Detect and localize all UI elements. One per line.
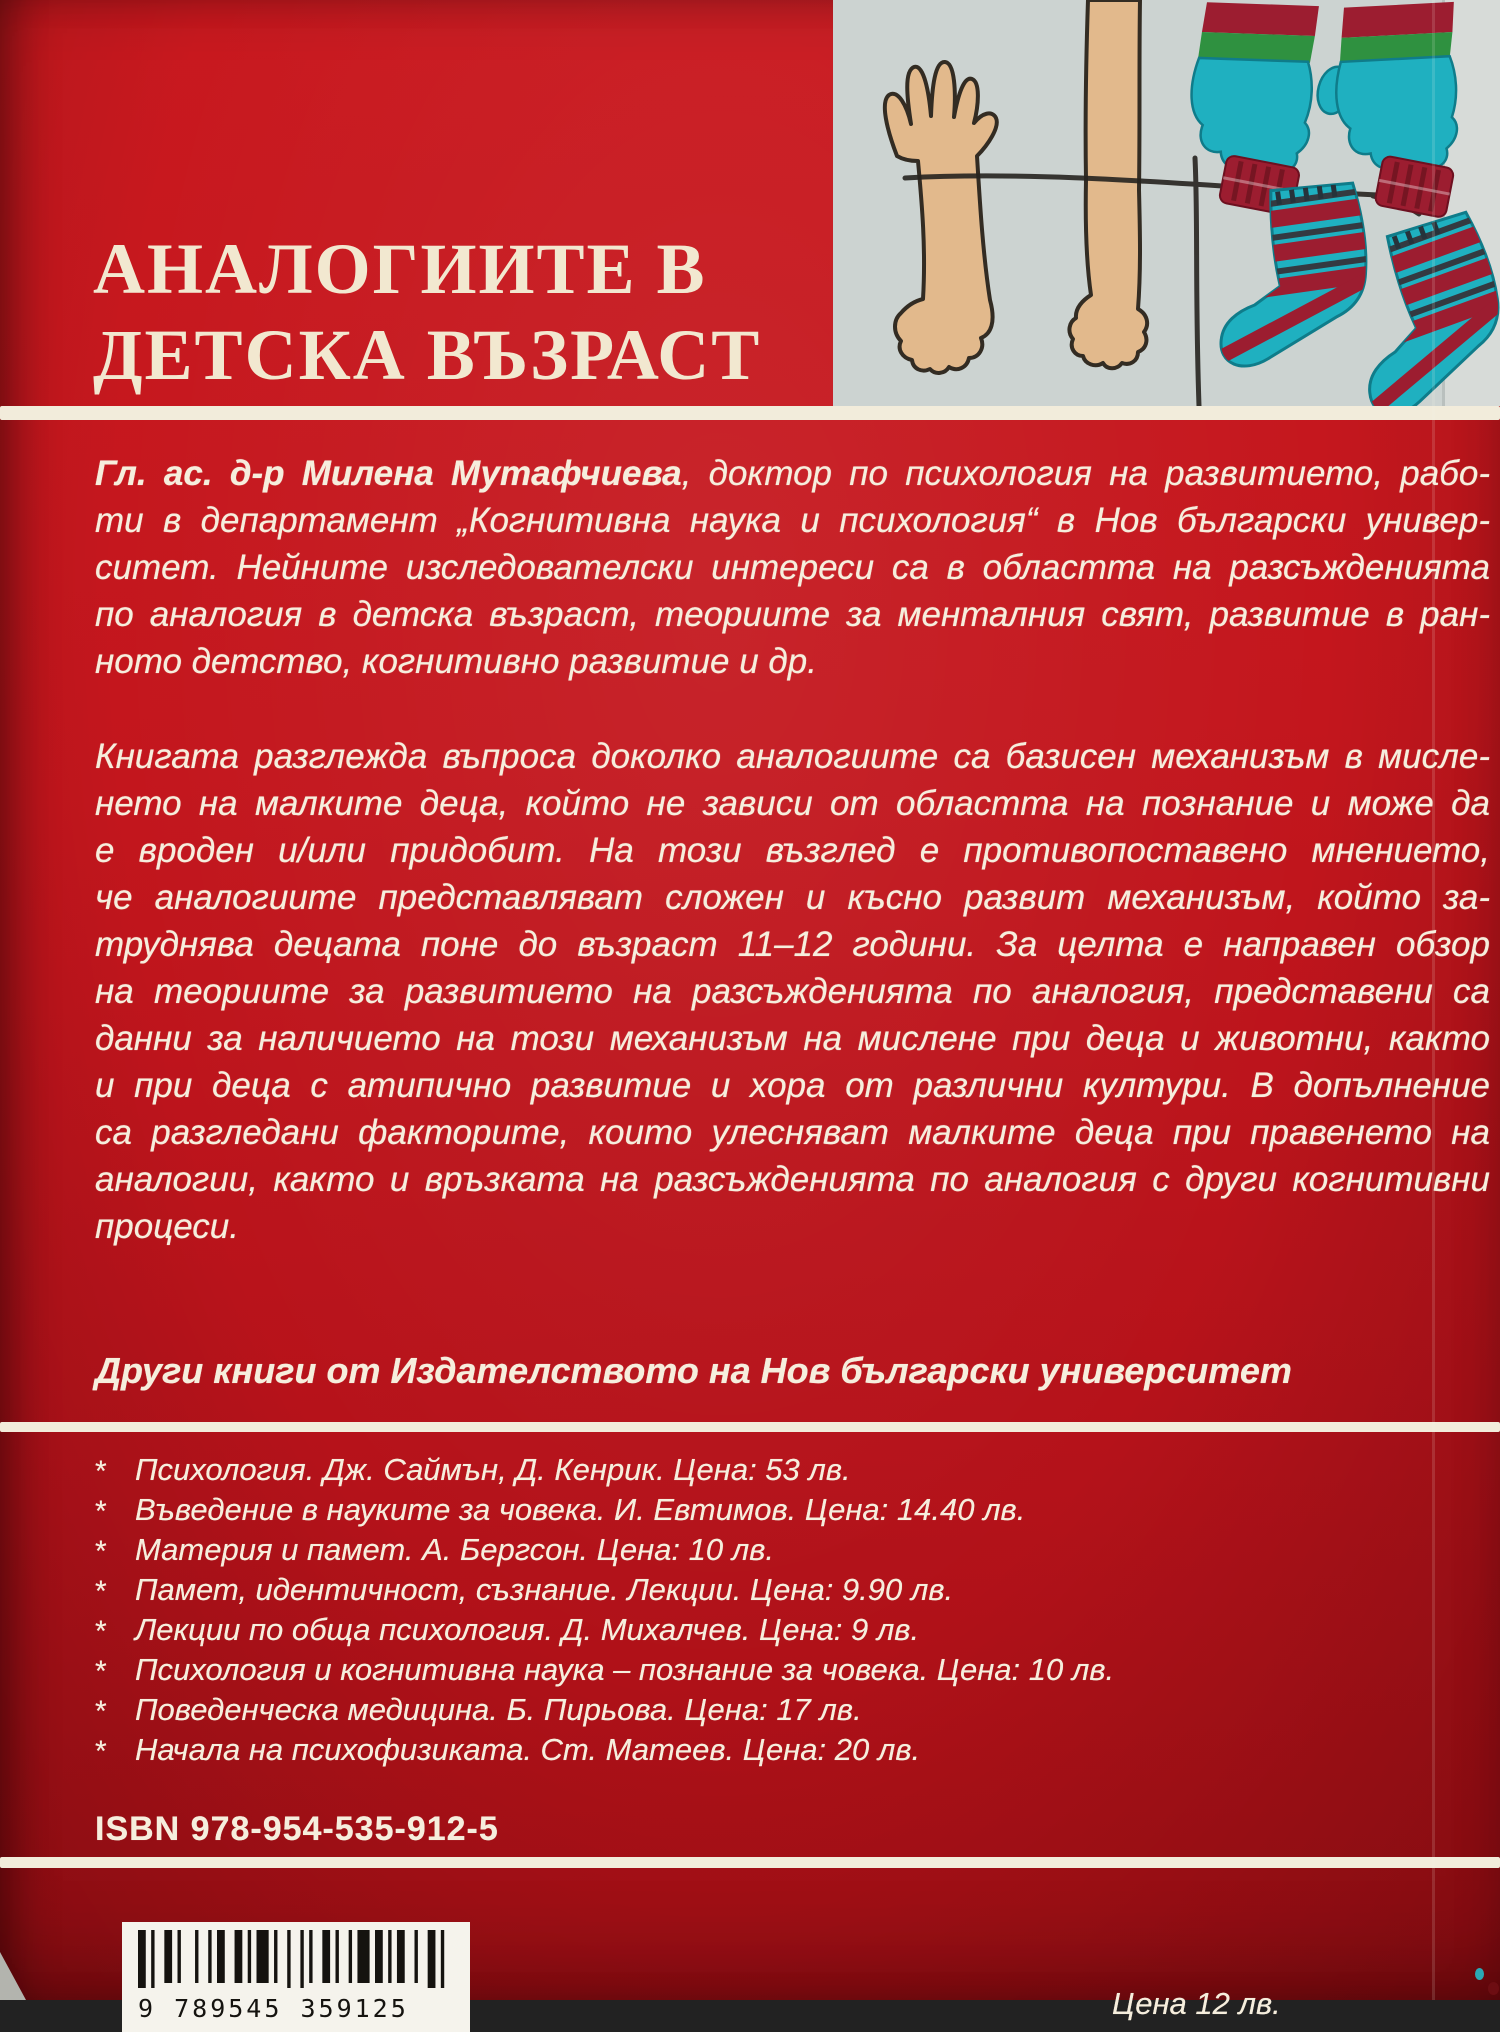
synopsis-line: и при деца с атипично развитие и хора от различни култури. В допълнение (95, 1066, 1490, 1105)
book-list-item (95, 1572, 1355, 1612)
divider-rule-bottom (0, 1857, 1500, 1868)
divider-rule-middle (0, 1422, 1500, 1432)
barcode-bars (138, 1930, 454, 1988)
synopsis-line: аналогии, както и връзката на разсъжденията по аналогия с други когнитивни (95, 1160, 1490, 1199)
book-title-line1: АНАЛОГИИТЕ В (93, 229, 707, 309)
book-item-text: Материя и памет. А. Бергсон. Цена: 10 лв. (135, 1532, 775, 1567)
synopsis-line: данни за наличието на този механизъм на мислене при деца и животни, както (95, 1019, 1490, 1058)
asterisk-bullet: * (95, 1695, 107, 1728)
book-title (93, 226, 853, 398)
book-item-text: Психология. Дж. Саймън, Д. Кенрик. Цена: 53 лв. (135, 1452, 851, 1487)
asterisk-bullet: * (95, 1535, 107, 1568)
barcode (122, 1922, 470, 2032)
synopsis-line: на теориите за развитието на разсъжденията по аналогия, представени са (95, 972, 1490, 1011)
asterisk-bullet: * (95, 1615, 107, 1648)
child-drawing-svg (833, 0, 1500, 406)
bio-line: ното детство, когнитивно развитие и др. (95, 642, 817, 681)
book-title-line2: ДЕТСКА ВЪЗРАСТ (93, 315, 762, 395)
author-bio-paragraph (95, 450, 1490, 685)
book-list-item (95, 1612, 1355, 1652)
synopsis-line: процеси. (95, 1207, 239, 1246)
asterisk-bullet: * (95, 1495, 107, 1528)
book-list-item (95, 1652, 1355, 1692)
asterisk-bullet: * (95, 1455, 107, 1488)
price-text-partial: Цена 12 лв. (1112, 1986, 1281, 2021)
book-item-text: Въведение в науките за човека. И. Евтимов. Цена: 14.40 лв. (135, 1492, 1026, 1527)
asterisk-bullet: * (95, 1575, 107, 1608)
book-item-text: Лекции по обща психология. Д. Михалчев. Цена: 9 лв. (135, 1612, 920, 1647)
synopsis-line: е вроден и/или придобит. На този възглед е противопоставено мнението, (95, 831, 1490, 870)
asterisk-bullet: * (95, 1655, 107, 1688)
cover-edge-seam (1432, 0, 1435, 2000)
synopsis-line: че аналогиите представляват сложен и късно развит механизъм, който за- (95, 878, 1490, 917)
other-books-heading: Други книги от Издателството на Нов български университет (95, 1350, 1292, 1391)
bio-line: ти в департамент „Когнитивна наука и психология“ в Нов български универ- (95, 501, 1490, 540)
synopsis-line: са разгледани факторите, които улесняват малките деца при правенето на (95, 1113, 1490, 1152)
book-list-item (95, 1492, 1355, 1532)
synopsis-paragraph (95, 733, 1490, 1250)
divider-rule-top (0, 406, 1500, 420)
book-item-text: Начала на психофизиката. Ст. Матеев. Цена: 20 лв. (135, 1732, 921, 1767)
book-list-item (95, 1732, 1355, 1772)
barcode-digits: 9 789545 359125 (138, 1994, 409, 2023)
red-speck (1488, 1982, 1499, 1995)
book-list-item (95, 1692, 1355, 1732)
book-item-text: Психология и когнитивна наука – познание за човека. Цена: 10 лв. (135, 1652, 1115, 1687)
bio-line: ситет. Нейните изследователски интереси са в областта на разсъжденията (95, 548, 1490, 587)
book-item-text: Памет, идентичност, съзнание. Лекции. Цена: 9.90 лв. (135, 1572, 954, 1607)
teal-speck (1475, 1968, 1484, 1980)
bio-line1-rest: , доктор по психология на развитието, рабо- (681, 454, 1490, 493)
book-list-item (95, 1452, 1355, 1492)
child-drawing-artwork (833, 0, 1500, 406)
author-name: Гл. ас. д-р Милена Мутафчиева (95, 454, 682, 493)
bio-line: по аналогия в детска възраст, теориите за менталния свят, развитие в ран- (95, 595, 1490, 634)
isbn-text: ISBN 978-954-535-912-5 (95, 1810, 499, 1848)
asterisk-bullet: * (95, 1735, 107, 1768)
synopsis-line: труднява децата поне до възраст 11–12 години. За целта е направен обзор (95, 925, 1490, 964)
book-item-text: Поведенческа медицина. Б. Пирьова. Цена: 17 лв. (135, 1692, 862, 1727)
book-list-item (95, 1532, 1355, 1572)
backdrop-corner (0, 1952, 26, 2000)
bio-line (95, 450, 1490, 497)
synopsis-line: нето на малките деца, който не зависи от областта на познание и може да (95, 784, 1490, 823)
synopsis-line: Книгата разглежда въпроса доколко аналогиите са базисен механизъм в мисле- (95, 737, 1490, 776)
other-books-list (95, 1452, 1355, 1772)
